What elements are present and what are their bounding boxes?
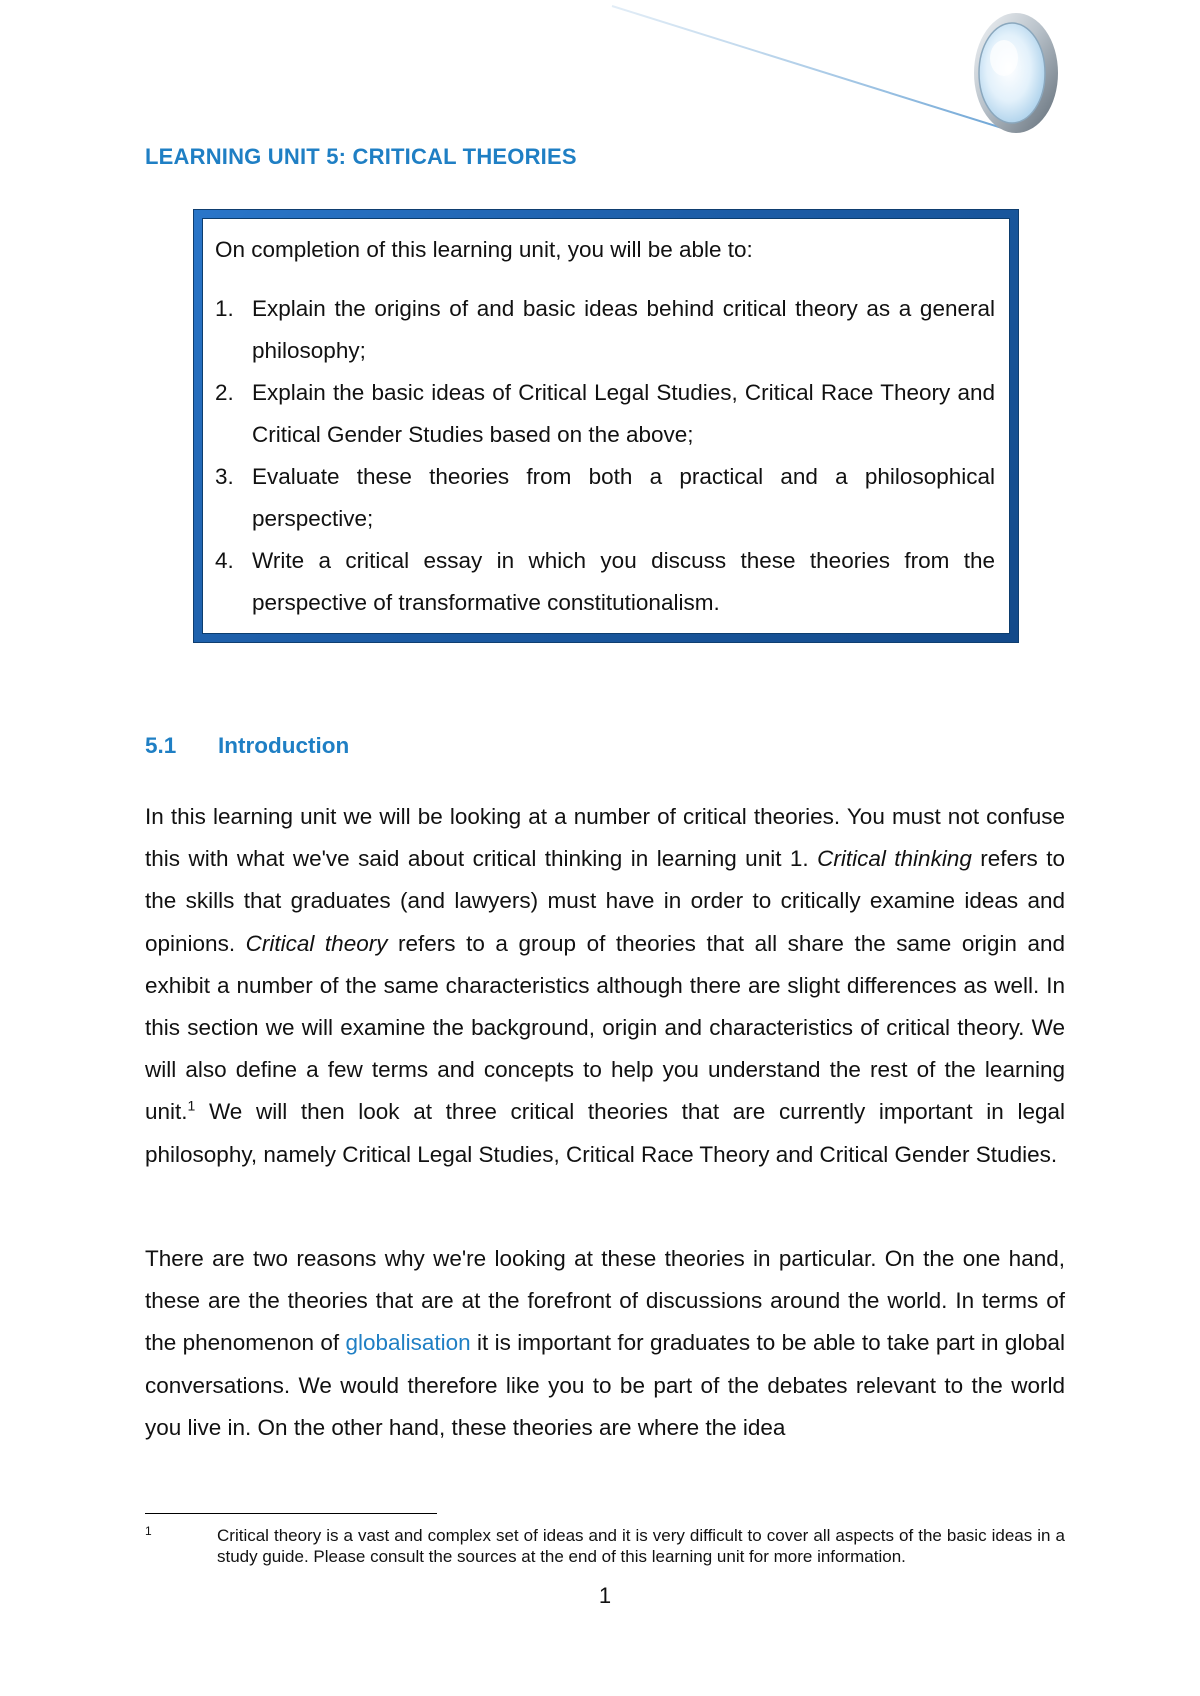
globalisation-link[interactable]: globalisation <box>345 1330 471 1356</box>
emphasis-critical-thinking: Critical thinking <box>817 846 972 872</box>
outcome-item <box>215 456 995 540</box>
outcome-number: 1. <box>215 296 234 321</box>
page-number: 1 <box>598 1583 612 1608</box>
section-number: 5.1 <box>145 733 177 758</box>
footnote <box>145 1525 1065 1567</box>
section-title: Introduction <box>218 733 350 758</box>
footnote-separator <box>145 1513 437 1514</box>
outcome-text: Evaluate these theories from both a practical and a philosophical perspective; <box>252 464 995 531</box>
footnote-text: Critical theory is a vast and complex set of ideas and it is very difficult to cover all aspects of the basic ideas in a study guide. Please consult the sources at the end of this learning unit for more information. <box>217 1526 1065 1566</box>
learning-outcomes-box <box>193 209 1019 643</box>
decoration-line <box>612 6 1002 128</box>
outcome-item <box>215 540 995 624</box>
paragraph-text: refers to the skills that graduates (and lawyers) must have in order to critically examine ideas and opinions. <box>145 846 1066 956</box>
outcome-text: Explain the origins of and basic ideas behind critical theory as a general philosophy; <box>252 296 995 363</box>
footnote-reference[interactable]: 1 <box>187 1097 196 1114</box>
emphasis-critical-theory: Critical theory <box>245 930 388 956</box>
paragraph-text: We will then look at three critical theories that are currently important in legal philosophy, namely Critical Legal Studies, Critical Race Theory and Critical Gender Studies. <box>145 1099 1065 1167</box>
intro-paragraph-2 <box>145 1238 1065 1449</box>
outcome-text: Write a critical essay in which you discuss these theories from the perspective of transformative constitutionalism. <box>252 548 995 615</box>
outcome-item <box>215 372 995 456</box>
outcomes-intro: On completion of this learning unit, you will be able to: <box>215 237 753 262</box>
paragraph-text: There are two reasons why we're looking at these theories in particular. On the one hand, these are the theories that are at the forefront of discussions around the world. In terms of the phenomenon of <box>145 1246 1065 1356</box>
outcome-number: 2. <box>215 380 234 405</box>
outcome-number: 3. <box>215 464 234 489</box>
section-heading <box>145 733 349 759</box>
outcomes-list <box>215 288 995 624</box>
outcome-number: 4. <box>215 548 234 573</box>
unit-title: LEARNING UNIT 5: CRITICAL THEORIES <box>145 144 577 169</box>
paragraph-text: In this learning unit we will be looking at a number of critical theories. You must not confuse this with what we've said about critical thinking in learning unit 1. <box>145 804 1065 872</box>
learning-outcomes-content <box>202 218 1010 634</box>
paragraph-text: it is important for graduates to be able to take part in global conversations. We would therefore like you to be part of the debates relevant to the world you live in. On the other hand, these theories are where the idea <box>145 1330 1065 1440</box>
paragraph-text: refers to a group of theories that all share the same origin and exhibit a number of the same characteristics although there are slight differences as well. In this section we will examine the background, origin and characteristics of critical theory. We will also define a few terms and concepts to help you understand the rest of the learning unit. <box>145 930 1065 1125</box>
footnote-mark: 1 <box>145 1524 152 1538</box>
outcome-text: Explain the basic ideas of Critical Legal Studies, Critical Race Theory and Critical Gender Studies based on the above; <box>252 380 995 447</box>
outcome-item <box>215 288 995 372</box>
header-decoration <box>0 0 1200 160</box>
lens-orb-icon <box>974 13 1058 133</box>
intro-paragraph-1 <box>145 796 1065 1176</box>
